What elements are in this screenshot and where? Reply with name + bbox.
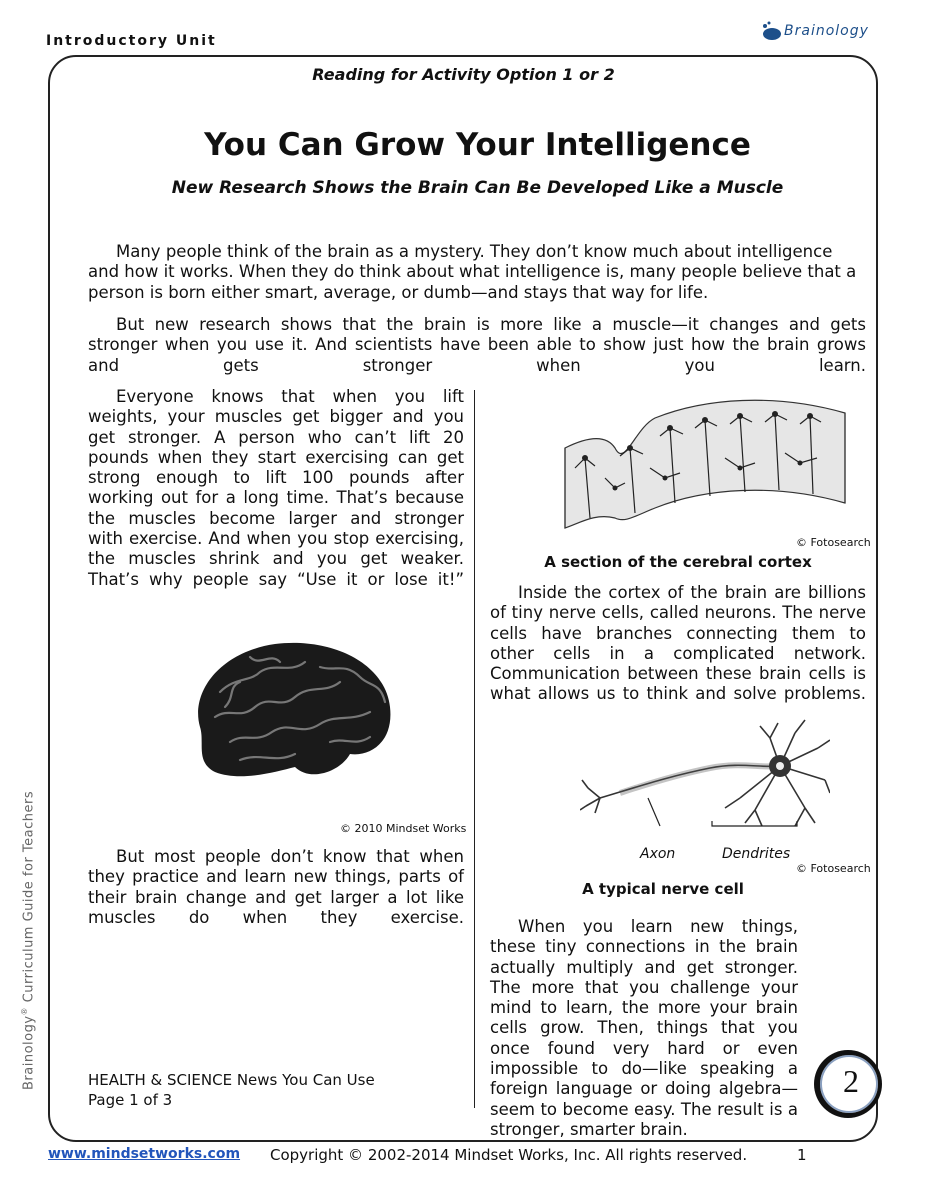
- series-title: HEALTH & SCIENCE News You Can Use: [88, 1071, 375, 1089]
- axon-label: Axon: [640, 846, 676, 862]
- reading-label: Reading for Activity Option 1 or 2: [312, 65, 615, 84]
- page-badge: [814, 1050, 882, 1118]
- neuron-credit: © Fotosearch: [796, 862, 871, 875]
- vertical-brand: Brainology: [21, 1015, 37, 1090]
- vertical-rest: Curriculum Guide for Teachers: [21, 790, 37, 1007]
- neuron-illustration: [580, 718, 830, 833]
- copyright-text: Copyright © 2002-2014 Mindset Works, Inc. All rights reserved.: [270, 1146, 748, 1164]
- brain-illustration: [180, 632, 400, 792]
- cortex-caption: A section of the cerebral cortex: [544, 553, 812, 571]
- page-number: 1: [797, 1146, 807, 1164]
- cortex-illustration: [555, 388, 855, 533]
- brainology-logo: [760, 20, 880, 46]
- learning-paragraph-text: When you learn new things, these tiny connections in the brain actually multiply and get stronger. The more that you challenge your mind to learn, the more your brain cells grow. Then, things that you once found very hard or even impossible to do—like speaking a foreign language or doing algebra—seem to become easy. The result is a stronger, smarter brain.: [490, 917, 798, 1139]
- neuron-caption: A typical nerve cell: [582, 880, 744, 898]
- brain-logo-icon: [760, 20, 784, 44]
- cortex-credit: © Fotosearch: [796, 536, 871, 549]
- column-divider: [474, 390, 475, 1108]
- neurons-paragraph: Inside the cortex of the brain are billions of tiny nerve cells, called neurons. The nerve cells have branches connecting them to other cells in a complicated network. Communication between these brain cells is what allows us to think and solve problems.: [490, 583, 866, 704]
- badge-number: 2: [843, 1063, 859, 1099]
- intro-paragraph-1: Many people think of the brain as a mystery. They don’t know much about intelligence and how it works. When they do think about what intelligence is, many people believe that a person is born either smart, average, or dumb—and stays that way for life.: [88, 242, 857, 302]
- logo-text: Brainology: [784, 23, 869, 39]
- unit-label: Introductory Unit: [46, 33, 217, 49]
- learning-paragraph: [490, 917, 866, 1167]
- page-subtitle: New Research Shows the Brain Can Be Developed Like a Muscle: [171, 178, 784, 198]
- website-link[interactable]: www.mindsetworks.com: [48, 1146, 241, 1162]
- series-footer: [88, 1071, 375, 1110]
- series-page: Page 1 of 3: [88, 1090, 173, 1109]
- dendrites-label: Dendrites: [722, 846, 791, 862]
- muscle-paragraph: Everyone knows that when you lift weights, your muscles get bigger and you get stronger. A person who can’t lift 20 pounds when they start exercising can get strong enough to lift 100 pounds after working out for a long time. That’s because the muscles become larger and stronger with exercise. And when you stop exercising, the muscles shrink and you get weaker. That’s why people say “Use it or lose it!”: [88, 387, 464, 589]
- practice-paragraph: But most people don’t know that when they practice and learn new things, parts of their brain change and get larger a lot like muscles do when they exercise.: [88, 847, 464, 927]
- page-title: You Can Grow Your Intelligence: [204, 127, 751, 163]
- intro-paragraph-2: But new research shows that the brain is more like a muscle—it changes and gets stronger when you use it. And scientists have been able to show just how the brain grows and gets stronger when you learn.: [88, 315, 866, 375]
- vertical-reg-mark: ®: [20, 1006, 29, 1016]
- brain-credit: © 2010 Mindset Works: [340, 822, 467, 835]
- vertical-guide-label: [20, 791, 36, 1090]
